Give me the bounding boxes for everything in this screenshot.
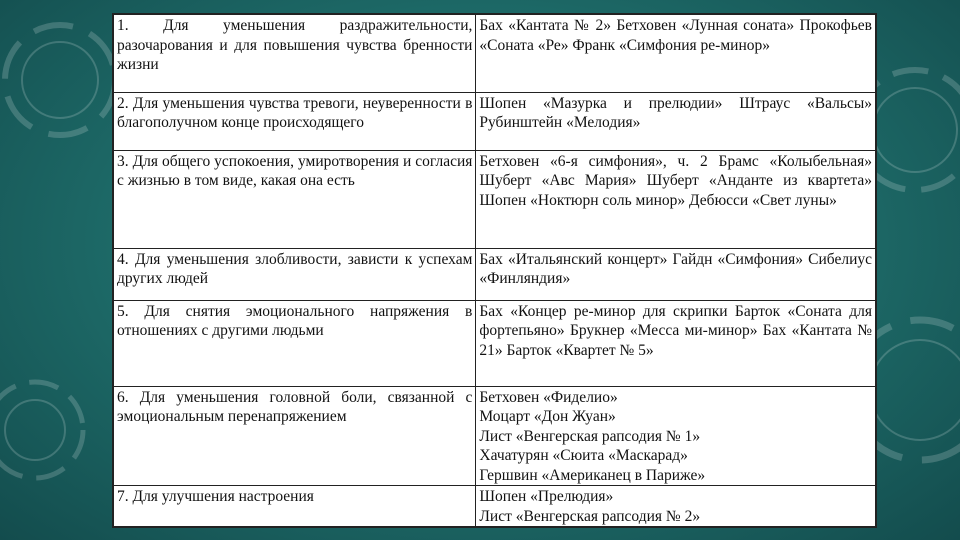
music-line: Шопен «Прелюдия» bbox=[479, 488, 614, 505]
purpose-cell: 5. Для снятия эмоционального напряжения в отношениях с другими людьми bbox=[113, 300, 476, 386]
purpose-cell: 1. Для уменьшения раздражительности, разочарования и для повышения чувства бренности жизни bbox=[113, 14, 476, 92]
purpose-cell: 6. Для уменьшения головной боли, связанной с эмоциональным перенапряжением bbox=[113, 386, 476, 486]
music-cell: Бах «Концер ре-минор для скрипки Барток «Соната для фортепьяно» Брукнер «Месса ми-минор» Бах «Кантата № 21» Барток «Квартет № 5» bbox=[476, 300, 876, 386]
music-cell: Бетховен «6-я симфония», ч. 2 Брамс «Колыбельная» Шуберт «Авс Мария» Шуберт «Анданте из квартета» Шопен «Ноктюрн соль минор» Дебюсси «Свет луны» bbox=[476, 150, 876, 248]
music-line: Лист «Венгерская рапсодия № 1» bbox=[479, 427, 701, 445]
purpose-cell: 4. Для уменьшения злобливости, зависти к успехам других людей bbox=[113, 248, 476, 300]
music-therapy-table bbox=[112, 13, 877, 528]
music-line: Хачатурян «Сюита «Маскарад» bbox=[479, 447, 688, 464]
table-row bbox=[113, 386, 876, 486]
music-cell bbox=[476, 386, 876, 486]
table-row bbox=[113, 14, 876, 92]
music-cell: Бах «Итальянский концерт» Гайдн «Симфония» Сибелиус «Финляндия» bbox=[476, 248, 876, 300]
music-line: Моцарт «Дон Жуан» bbox=[479, 408, 616, 425]
purpose-cell: 3. Для общего успокоения, умиротворения и согласия с жизнью в том виде, какая она есть bbox=[113, 150, 476, 248]
table-row bbox=[113, 92, 876, 150]
music-cell: Бах «Кантата № 2» Бетховен «Лунная соната» Прокофьев «Соната «Ре» Франк «Симфония ре-минор» bbox=[476, 14, 876, 92]
table-row bbox=[113, 486, 876, 528]
table-row bbox=[113, 300, 876, 386]
purpose-cell: 2. Для уменьшения чувства тревоги, неуверенности в благополучном конце происходящего bbox=[113, 92, 476, 150]
table-row bbox=[113, 150, 876, 248]
purpose-cell: 7. Для улучшения настроения bbox=[113, 486, 476, 528]
music-cell bbox=[476, 486, 876, 528]
music-line: Гершвин «Американец в Париже» bbox=[479, 466, 706, 484]
music-line: Лист «Венгерская рапсодия № 2» bbox=[479, 507, 701, 525]
music-line: Бетховен «Фиделио» bbox=[479, 388, 618, 406]
music-cell: Шопен «Мазурка и прелюдии» Штраус «Вальсы» Рубинштейн «Мелодия» bbox=[476, 92, 876, 150]
table-row bbox=[113, 248, 876, 300]
